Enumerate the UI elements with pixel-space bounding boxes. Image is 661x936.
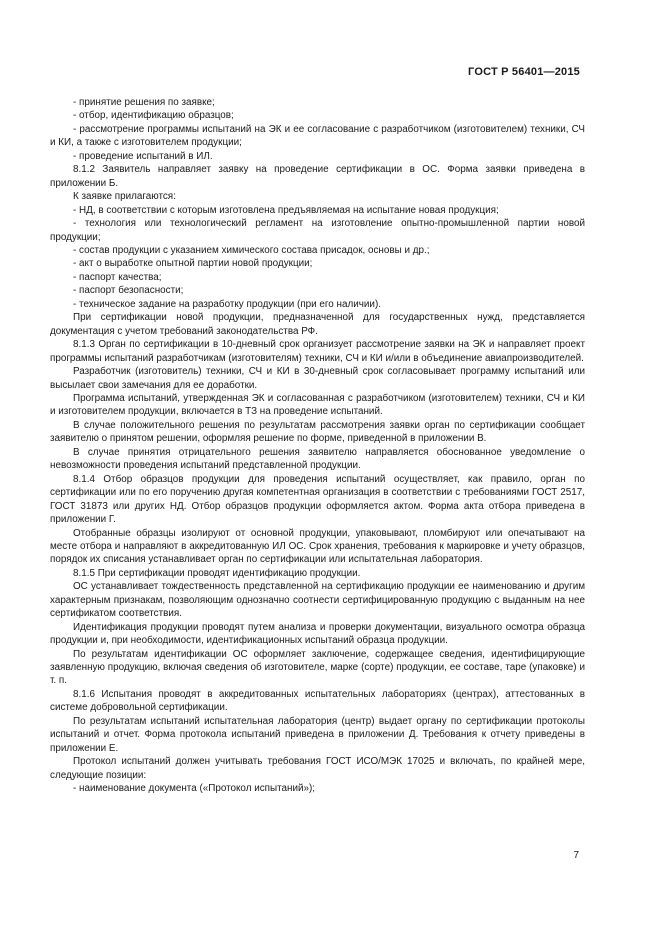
- document-body: [50, 96, 585, 796]
- paragraph: ОС устанавливает тождественность представленной на сертификацию продукции ее наименованию и другим характерным признакам, позволяющим однозначно соотнести сертифицированную продукцию с выданным на нее сертификатом соответствия.: [50, 581, 585, 620]
- paragraph: Разработчик (изготовитель) техники, СЧ и КИ в 30-дневный срок согласовывает программу испытаний или высылает свои замечания для ее доработки.: [50, 366, 585, 391]
- paragraph: - паспорт безопасности;: [73, 285, 184, 297]
- paragraph: 8.1.6 Испытания проводят в аккредитованных испытательных лабораториях (центрах), аттестованных в системе добровольной сертификации.: [50, 688, 585, 714]
- paragraph: По результатам испытаний испытательная лаборатория (центр) выдает органу по сертификации протоколы испытаний и отчет. Форма протокола испытаний приведена в приложении Д. Требования к отчету приведены в приложении Е.: [50, 715, 585, 754]
- paragraph: - паспорт качества;: [73, 271, 162, 283]
- paragraph: - состав продукции с указанием химического состава присадок, основы и др.;: [73, 244, 430, 256]
- paragraph: - технология или технологический регламент на изготовление опытно-промышленной партии новой продукции;: [50, 218, 585, 243]
- paragraph: В случае положительного решения по результатам рассмотрения заявки орган по сертификации сообщает заявителю о принятом решении, оформляя решение по форме, приведенной в приложении В.: [50, 419, 585, 445]
- paragraph: Отобранные образцы изолируют от основной продукции, упаковывают, пломбируют или опечатывают на месте отбора и направляют в аккредитованную ИЛ ОС. Срок хранения, требования к маркировке и учету образцов, порядок их списания устанавливает орган по сертификации или испытательная лаборатория.: [50, 527, 585, 566]
- paragraph: - отбор, идентификацию образцов;: [73, 110, 234, 122]
- paragraph: По результатам идентификации ОС оформляет заключение, содержащее сведения, идентифицирующие заявленную продукцию, включая сведения об изготовителе, марке (сорте) продукции, ее составе, таре (упаковке) и т. п.: [50, 648, 585, 687]
- paragraph: К заявке прилагаются:: [73, 191, 176, 203]
- paragraph: Протокол испытаний должен учитывать требования ГОСТ ИСО/МЭК 17025 и включать, по крайней мере, следующие позиции:: [50, 756, 585, 781]
- paragraph: - проведение испытаний в ИЛ.: [73, 150, 213, 162]
- paragraph: - техническое задание на разработку продукции (при его наличии).: [73, 298, 381, 310]
- paragraph: Программа испытаний, утвержденная ЭК и согласованная с разработчиком (изготовителем) техники, СЧ и КИ и изготовителем продукции, включается в ТЗ на проведение испытаний.: [50, 392, 585, 418]
- paragraph: 8.1.2 Заявитель направляет заявку на проведение сертификации в ОС. Форма заявки приведена в приложении Б.: [50, 164, 585, 189]
- page-number: 7: [573, 850, 579, 861]
- paragraph: - рассмотрение программы испытаний на ЭК и ее согласование с разработчиком (изготовителем) техники, СЧ и КИ, а также с изготовителем продукции;: [50, 123, 585, 149]
- paragraph: При сертификации новой продукции, предназначенной для государственных нужд, представляется документация с учетом требований законодательства РФ.: [50, 312, 585, 337]
- paragraph: - принятие решения по заявке;: [73, 97, 215, 108]
- document-header: ГОСТ Р 56401—2015: [468, 66, 580, 78]
- paragraph: В случае принятия отрицательного решения заявителю направляется обоснованное уведомление о невозможности проведения испытаний представленной продукции.: [50, 446, 585, 472]
- paragraph: Идентификация продукции проводят путем анализа и проверки документации, визуального осмотра образца продукции и, при необходимости, идентификационных испытаний образца продукции.: [50, 621, 585, 647]
- paragraph: 8.1.4 Отбор образцов продукции для проведения испытаний осуществляет, как правило, орган по сертификации или по его поручению другая компетентная организация в соответствии с требованиями ГОСТ 2517, ГОСТ 31873 или других НД. Отбор образцов продукции оформляется актом. Форма акта отбора приведена в приложении Г.: [50, 473, 585, 526]
- paragraph: - наименование документа («Протокол испытаний»);: [73, 783, 316, 795]
- paragraph: - НД, в соответствии с которым изготовлена предъявляемая на испытание новая продукция;: [73, 204, 499, 216]
- paragraph: - акт о выработке опытной партии новой продукции;: [73, 258, 313, 270]
- paragraph: 8.1.5 При сертификации проводят идентификацию продукции.: [73, 567, 361, 579]
- paragraph: 8.1.3 Орган по сертификации в 10-дневный срок организует рассмотрение заявки на ЭК и направляет проект программы испытаний разработчикам (изготовителям) техники, СЧ и КИ и/или в объединение авиапроизводителей.: [50, 339, 585, 364]
